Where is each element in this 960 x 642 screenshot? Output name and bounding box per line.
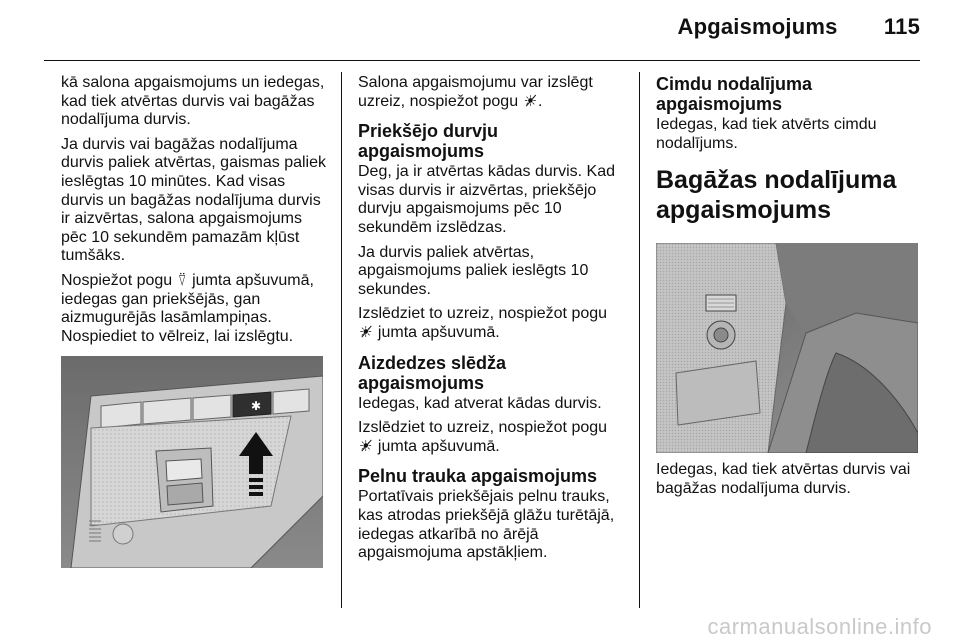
paragraph: Iedegas, kad tiek atvērts cimdu nodalījums. bbox=[656, 116, 877, 152]
section-heading-large: Bagāžas nodalījuma apgaismojums bbox=[656, 166, 897, 225]
page-number: 115 bbox=[883, 14, 920, 39]
paragraph: kā salona apgaismojums un iedegas, kad tiek atvērtas durvis vai bagāžas nodalījuma durvis. bbox=[61, 74, 325, 129]
header-rule bbox=[44, 60, 920, 61]
paragraph: Ja durvis paliek atvērtas, apgaismojums paliek ieslēgts 10 sekundes. bbox=[358, 243, 589, 298]
page-header bbox=[677, 14, 920, 40]
section-heading: Pelnu trauka apgaismojums bbox=[358, 466, 598, 487]
column-divider-1 bbox=[341, 72, 342, 608]
roof-console-illustration bbox=[61, 356, 323, 568]
section-heading: Cimdu nodalījuma apgaismojums bbox=[656, 74, 813, 114]
reading-light-icon: ⍢ bbox=[177, 271, 187, 289]
paragraph: Iedegas, kad atverat kādas durvis. bbox=[358, 394, 602, 412]
paragraph: Iedegas, kad tiek atvērtas durvis vai bagāžas nodalījuma durvis. bbox=[656, 461, 911, 497]
paragraph: Deg, ja ir atvērtas kādas durvis. Kad visas durvis ir aizvērtas, priekšējo durvju apgaismojums pēc 10 sekundēm izslēdzas. bbox=[358, 163, 616, 236]
paragraph: Salona apgaismojumu var izslēgt uzreiz, nospiežot pogu ☀̸. bbox=[358, 74, 593, 110]
paragraph: Nospiežot pogu ⍢ jumta apšuvumā, iedegas gan priekšējās, gan aizmugurējās lasāmlampiņas. Nospiediet to vēlreiz, lai izslēgtu. bbox=[61, 271, 314, 345]
paragraph: Izslēdziet to uzreiz, nospiežot pogu ☀̸ jumta apšuvumā. bbox=[358, 419, 608, 455]
light-off-icon: ☀̸ bbox=[523, 92, 538, 110]
page-title: Apgaismojums bbox=[677, 14, 838, 39]
paragraph: Izslēdziet to uzreiz, nospiežot pogu ☀̸ jumta apšuvumā. bbox=[358, 305, 608, 341]
section-heading: Priekšējo durvju apgaismojums bbox=[358, 121, 499, 162]
column-right bbox=[656, 74, 920, 504]
svg-text:✱: ✱ bbox=[251, 399, 262, 414]
section-heading: Aizdedzes slēdža apgaismojums bbox=[358, 352, 507, 393]
trunk-light-illustration bbox=[656, 243, 918, 453]
watermark: carmanualsonline.info bbox=[707, 614, 932, 639]
light-off-icon: ☀̸ bbox=[359, 323, 373, 341]
column-divider-2 bbox=[639, 72, 640, 608]
light-off-icon: ☀̸ bbox=[359, 437, 373, 455]
column-left bbox=[61, 74, 329, 568]
paragraph: Ja durvis vai bagāžas nodalījuma durvis paliek atvērtas, gaismas paliek ieslēgtas 10 minūtes. Kad visas durvis un bagāžas nodalījuma durvis ir aizvērtas, salona apgaismojums pēc 10 sekundēm pamazām kļūst tumšāks. bbox=[61, 135, 327, 265]
paragraph: Portatīvais priekšējais pelnu trauks, kas atrodas priekšējā glāžu turētājā, iedegas atkarībā no ārējā apgaismojuma apstākļiem. bbox=[358, 488, 615, 562]
column-middle bbox=[358, 74, 626, 569]
